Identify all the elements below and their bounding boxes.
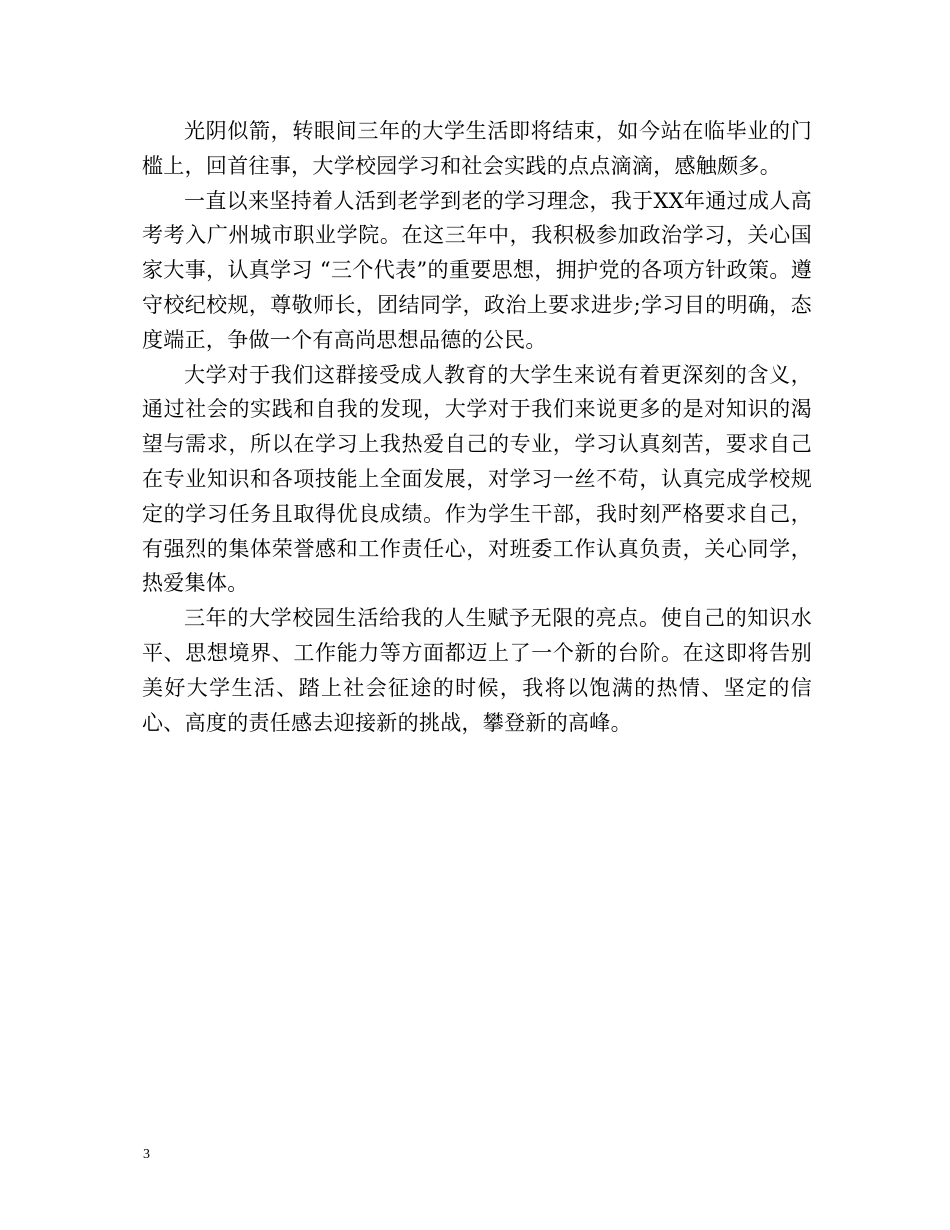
paragraph-2: 一直以来坚持着人活到老学到老的学习理念，我于XX年通过成人高考考入广州城市职业学院。在这三年中，我积极参加政治学习，关心国家大事，认真学习 “三个代表”的重要思想，拥护党的各项方针政策。遵守校纪校规，尊敬师长，团结同学，政治上要求进步;学习目的明确，态度端正，争做一个有高尚思想品德的公民。 [142, 188, 812, 352]
paragraph-4: 三年的大学校园生活给我的人生赋予无限的亮点。使自己的知识水平、思想境界、工作能力等方面都迈上了一个新的台阶。在这即将告别美好大学生活、踏上社会征途的时候，我将以饱满的热情、坚定的信心、高度的责任感去迎接新的挑战，攀登新的高峰。 [142, 606, 812, 735]
document-body [142, 114, 812, 740]
paragraph-3: 大学对于我们这群接受成人教育的大学生来说有着更深刻的含义，通过社会的实践和自我的发现，大学对于我们来说更多的是对知识的渴望与需求，所以在学习上我热爱自己的专业，学习认真刻苦，要求自己在专业知识和各项技能上全面发展，对学习一丝不苟，认真完成学校规定的学习任务且取得优良成绩。作为学生干部，我时刻严格要求自己，有强烈的集体荣誉感和工作责任心，对班委工作认真负责，关心同学，热爱集体。 [142, 362, 812, 596]
paragraph-1: 光阴似箭，转眼间三年的大学生活即将结束，如今站在临毕业的门槛上，回首往事，大学校园学习和社会实践的点点滴滴，感触颇多。 [142, 119, 812, 178]
page-number: 3 [143, 1147, 150, 1162]
